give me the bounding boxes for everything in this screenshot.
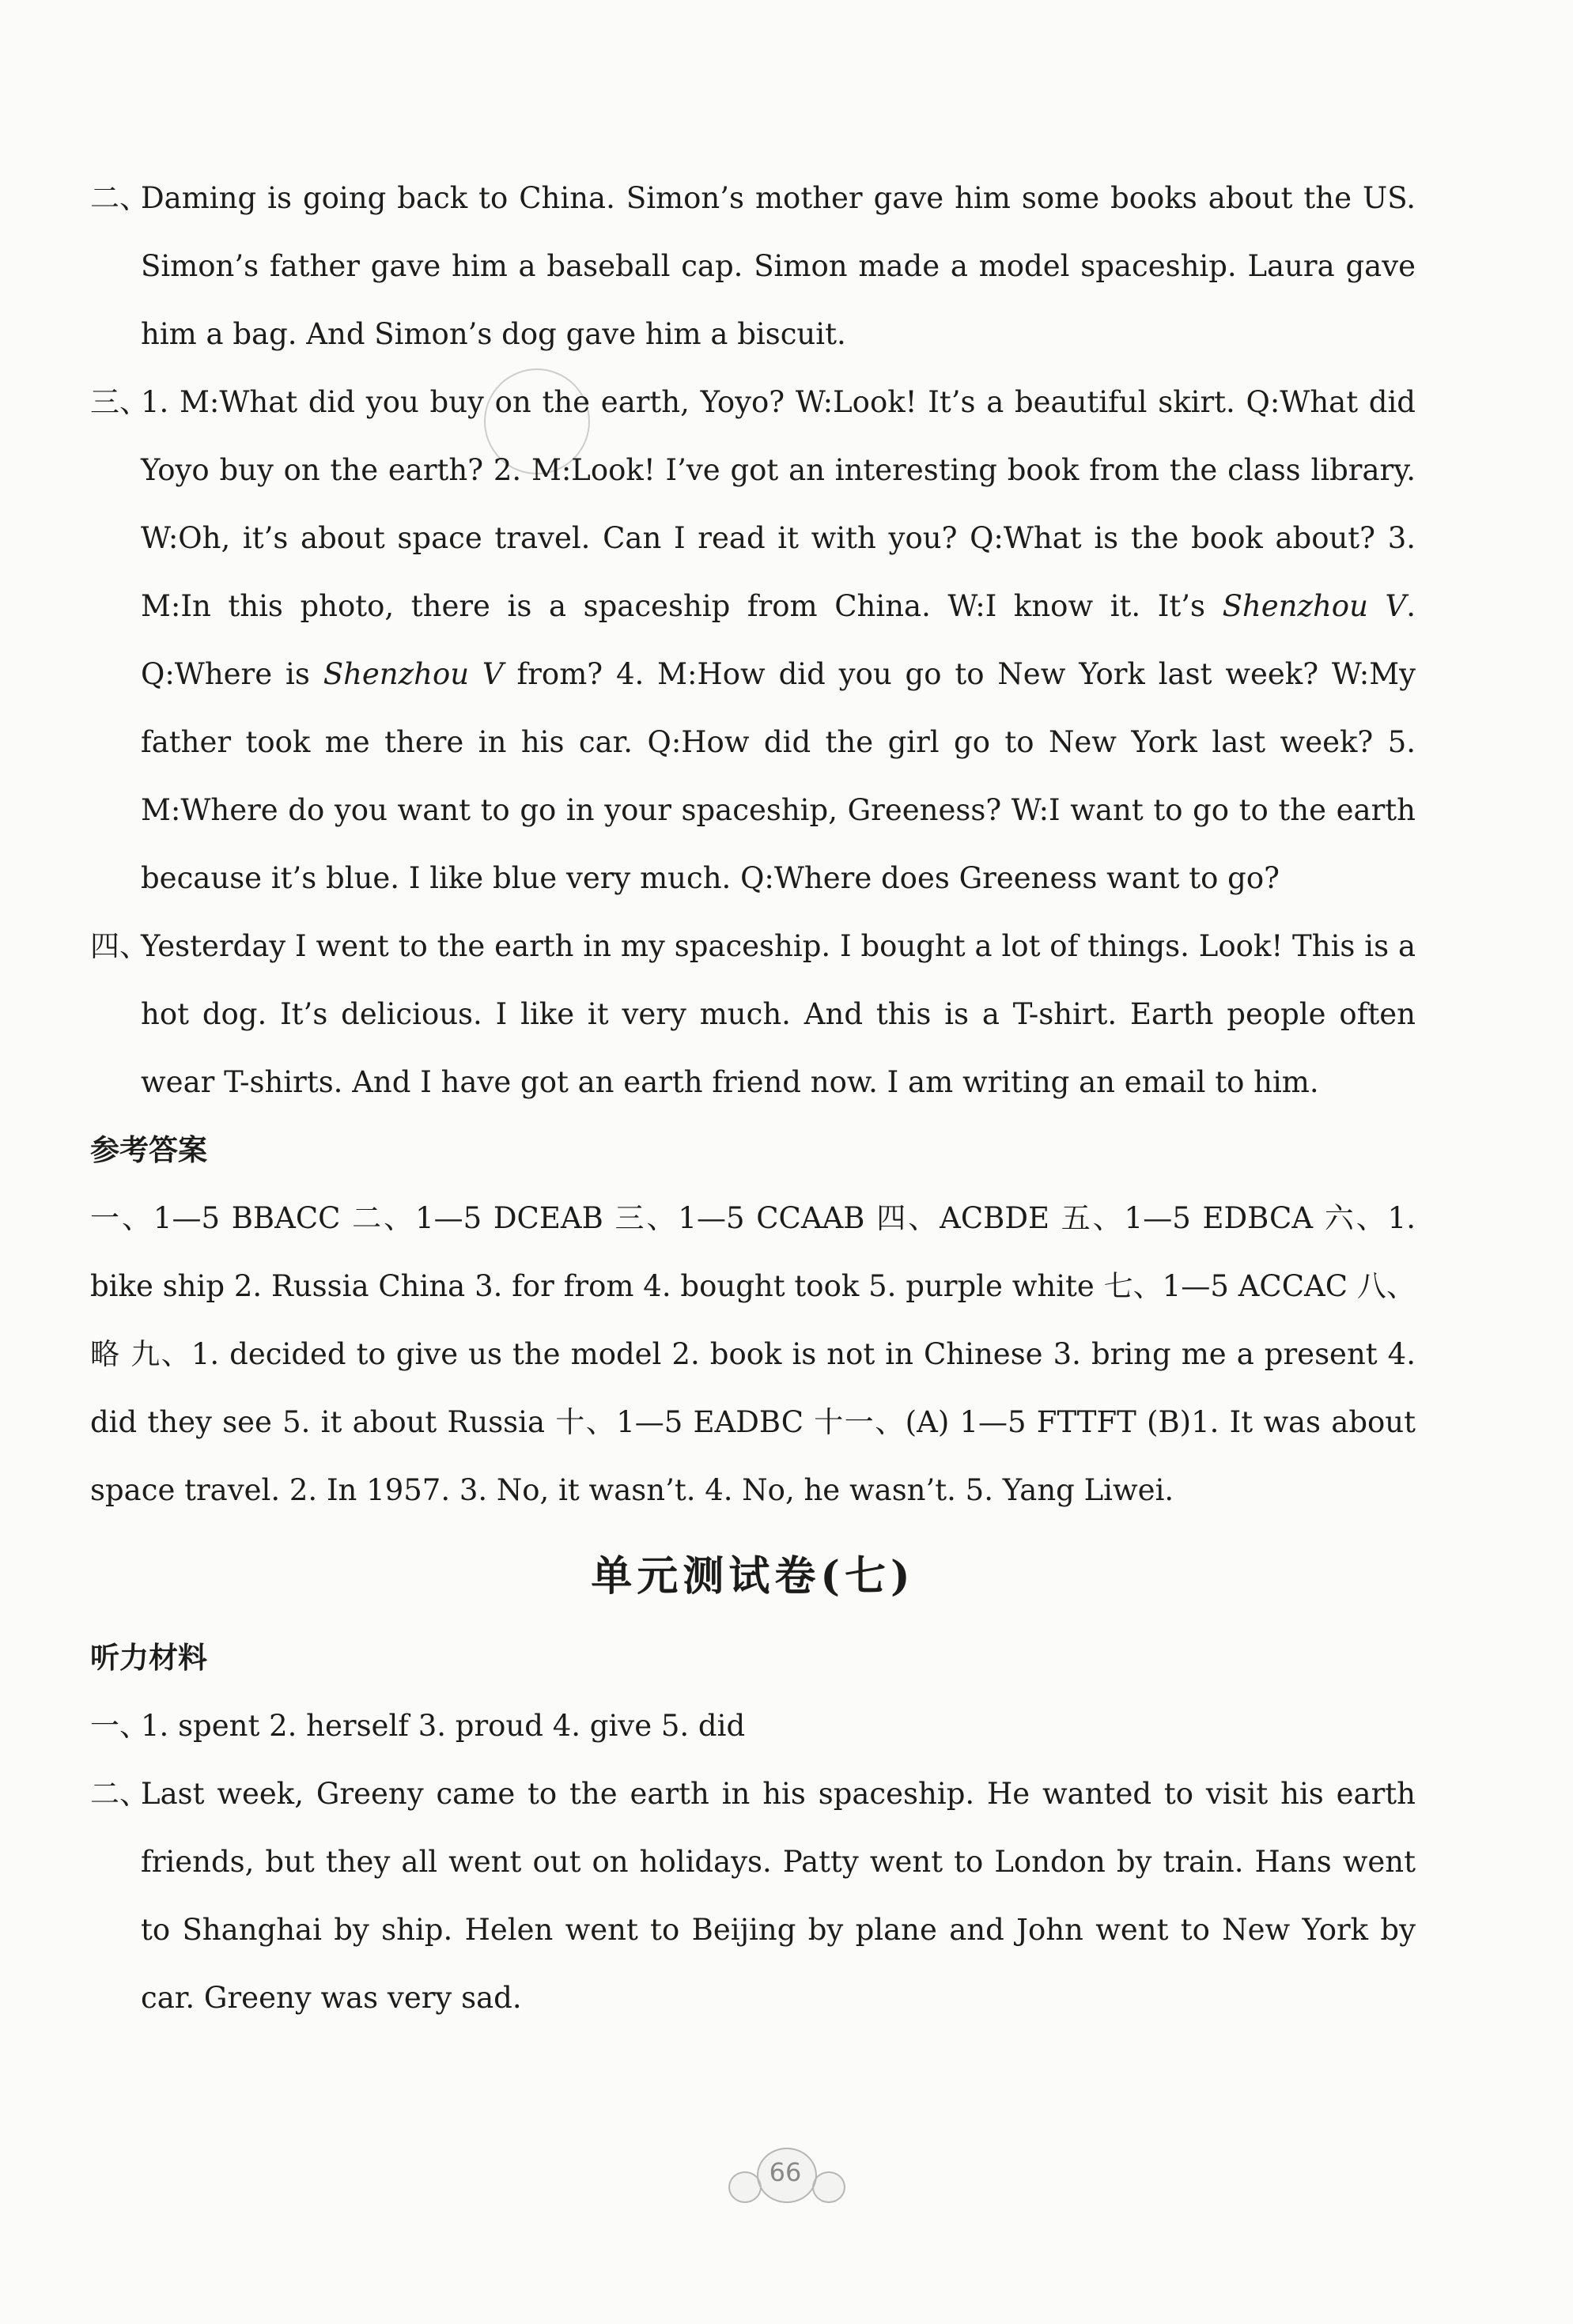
section-number: 二、 xyxy=(90,1777,149,1811)
listening-section-1 xyxy=(90,1692,1416,1760)
page-content xyxy=(90,164,1416,2032)
section-number: 三、 xyxy=(90,385,149,419)
listening-section-4 xyxy=(90,913,1416,1117)
listening-section-2b xyxy=(90,1760,1416,2032)
decor-circle xyxy=(812,2171,845,2203)
italic-text: Shenzhou V xyxy=(323,657,504,691)
section-text-part: from? 4. M:How did you go to New York last week? W:My father took me there in his car. Q:How did the girl go to New York last week? 5. M:Where do you want to go in your spaceship, Greeness? W:I want to go to the earth because it’s blue. I like blue very much. Q:Where does Greeness want to go? xyxy=(141,657,1416,895)
answers-heading: 参考答案 xyxy=(90,1133,207,1167)
section-text: Last week, Greeny came to the earth in his spaceship. He wanted to visit his earth friends, but they all went out on holidays. Patty went to London by train. Hans went to Shanghai by ship. Helen went to Beijing by plane and John went to New York by car. Greeny was very sad. xyxy=(141,1777,1416,2015)
listening-section-3 xyxy=(90,368,1416,913)
section-text-part: . Q:Where is xyxy=(141,589,1416,691)
section-number: 一、 xyxy=(90,1709,149,1743)
section-text: 1. spent 2. herself 3. proud 4. give 5. did xyxy=(141,1709,746,1743)
section-text: Daming is going back to China. Simon’s mother gave him some books about the US. Simon’s father gave him a baseball cap. Simon made a model spaceship. Laura gave him a bag. And Simon’s dog gave him a biscuit. xyxy=(141,181,1416,351)
section-number: 四、 xyxy=(90,929,149,963)
listening-heading: 听力材料 xyxy=(90,1641,207,1675)
italic-text: Shenzhou V xyxy=(1222,589,1407,623)
section-number: 二、 xyxy=(90,181,149,215)
section-text-part: 1. M:What did you buy on the earth, Yoyo? W:Look! It’s a beautiful skirt. Q:What did Yoyo buy on the earth? 2. M:Look! I’ve got an interesting book from the class library. W:Oh, it’s about space travel. Can I read it with you? Q:What is the book about? 3. M:In this photo, there is a spaceship from China. W:I know it. It’s xyxy=(141,385,1416,623)
page-number: 66 xyxy=(769,2157,802,2187)
page-number-badge xyxy=(692,2141,882,2205)
section-text: Yesterday I went to the earth in my spaceship. I bought a lot of things. Look! This is a hot dog. It’s delicious. I like it very much. And this is a T-shirt. Earth people often wear T-shirts. And I have got an earth friend now. I am writing an email to him. xyxy=(141,929,1416,1099)
answers-text: 一、1—5 BBACC 二、1—5 DCEAB 三、1—5 CCAAB 四、ACBDE 五、1—5 EDBCA 六、1. bike ship 2. Russia China 3. for from 4. bought took 5. purple white 七、1—5 ACCAC 八、略 九、1. decided to give us the model 2. book is not in Chinese 3. bring me a present 4. did they see 5. it about Russia 十、1—5 EADBC 十一、(A) 1—5 FTTFT (B)1. It was about space travel. 2. In 1957. 3. No, it wasn’t. 4. No, he wasn’t. 5. Yang Liwei. xyxy=(90,1201,1416,1507)
listening-section-2 xyxy=(90,164,1416,368)
unit-title: 单元测试卷(七) xyxy=(591,1552,915,1600)
